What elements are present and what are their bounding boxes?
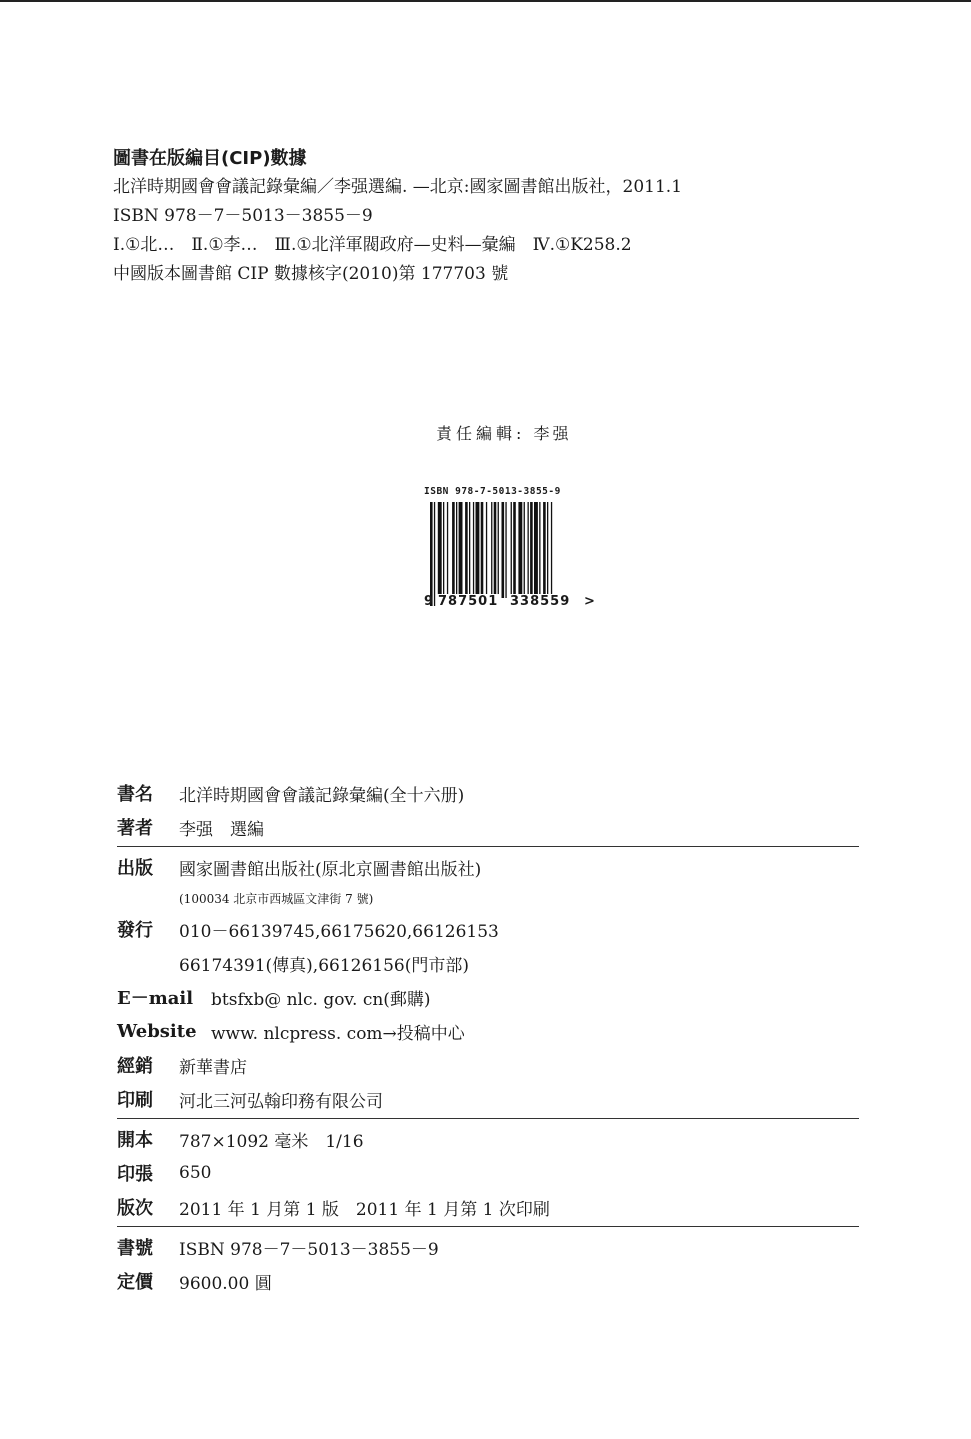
printer-value: 河北三河弘翰印務有限公司 (179, 1091, 383, 1112)
seller-label: 經銷 (117, 1056, 153, 1077)
info-row-sheets (117, 1156, 859, 1190)
info-row-address (117, 884, 859, 912)
barcode-bar (447, 502, 448, 598)
info-row-email (117, 980, 859, 1014)
isbn-value: ISBN 978－7－5013－3855－9 (179, 1239, 439, 1260)
info-row-price (117, 1264, 859, 1298)
page-top-border (0, 0, 971, 2)
barcode-bar (551, 502, 552, 606)
barcode-isbn-text: ISBN 978-7-5013-3855-9 (424, 486, 561, 497)
publisher-label: 出版 (117, 858, 153, 879)
distribution-phone-1: 010－66139745,66175620,66126153 (179, 921, 499, 942)
editor-name: 李强 (533, 424, 572, 443)
cip-line-bibliographic: 北洋時期國會會議記錄彙編／李强選編. —北京:國家圖書館出版社，2011.1 (113, 177, 683, 197)
barcode-bar (524, 502, 525, 598)
distribution-phone-2: 66174391(傳真),66126156(門市部) (179, 955, 469, 976)
info-row-author (117, 810, 859, 844)
info-row-title (117, 776, 859, 810)
barcode-bar (438, 502, 442, 598)
price-value: 9600.00 圓 (179, 1273, 272, 1294)
publisher-value: 國家圖書館出版社(原北京圖書館出版社) (179, 859, 482, 880)
info-row-publisher (117, 850, 859, 884)
editor-label: 責任編輯: (436, 424, 526, 443)
printer-label: 印刷 (117, 1090, 153, 1111)
responsible-editor (436, 421, 572, 444)
cip-block (113, 145, 873, 289)
barcode-bar (481, 502, 484, 598)
website-value[interactable]: www. nlcpress. com→投稿中心 (211, 1023, 465, 1044)
barcode-bar (434, 502, 435, 606)
barcode-bar (505, 502, 506, 598)
format-value: 787×1092 毫米 1/16 (179, 1131, 364, 1152)
barcode-digit-first: 9 (424, 594, 434, 609)
barcode-bar (513, 502, 516, 598)
edition-label: 版次 (117, 1198, 153, 1219)
info-row-format (117, 1122, 859, 1156)
cip-line-classification: Ⅰ.①北… Ⅱ.①李… Ⅲ.①北洋軍閥政府—史料—彙編 Ⅳ.①K258.2 (113, 235, 632, 255)
seller-value: 新華書店 (179, 1057, 247, 1078)
barcode-bar (443, 502, 444, 598)
format-label: 開本 (117, 1130, 153, 1151)
barcode-bar (498, 502, 499, 598)
barcode-bar (486, 502, 487, 598)
publisher-address: (100034 北京市西城區文津街 7 號) (179, 891, 374, 906)
barcode-arrow: > (584, 594, 595, 609)
email-value[interactable]: btsfxb@ nlc. gov. cn(郵購) (211, 989, 431, 1010)
barcode-bar (547, 502, 548, 606)
barcode-digits-left: 787501 (438, 594, 499, 609)
email-label: E－mail (117, 988, 194, 1009)
website-label: Website (117, 1020, 197, 1042)
title-label: 書名 (117, 784, 153, 805)
distribution-label: 發行 (117, 920, 153, 941)
barcode-bar (476, 502, 480, 598)
divider (117, 1226, 859, 1227)
sheets-value: 650 (179, 1163, 212, 1183)
info-row-website (117, 1014, 859, 1048)
barcode-bar (543, 502, 546, 598)
author-value: 李强 選編 (179, 819, 264, 840)
edition-value: 2011 年 1 月第 1 版 2011 年 1 月第 1 次印刷 (179, 1199, 550, 1220)
cip-line-isbn: ISBN 978－7－5013－3855－9 (113, 206, 373, 226)
barcode-digits-right: 338559 (510, 594, 571, 609)
info-row-printer (117, 1082, 859, 1116)
publication-info (117, 776, 859, 1298)
info-row-distribution-2 (117, 946, 859, 980)
barcode-bar (502, 502, 505, 598)
divider (117, 846, 859, 847)
barcode-bar (494, 502, 497, 606)
barcode-bar (465, 502, 468, 598)
barcode-bars (430, 502, 580, 606)
barcode-bar (469, 502, 470, 598)
info-row-distribution (117, 912, 859, 946)
info-row-isbn (117, 1230, 859, 1264)
barcode-bar (456, 502, 457, 598)
isbn-label: 書號 (117, 1238, 153, 1259)
cip-line-cip-number: 中國版本圖書館 CIP 數據核字(2010)第 177703 號 (113, 264, 509, 284)
barcode-bar (491, 502, 492, 606)
barcode-bar (452, 502, 455, 598)
isbn-barcode (424, 486, 604, 626)
barcode-bar (511, 502, 512, 598)
barcode-bar (534, 502, 538, 598)
barcode-bar (528, 502, 529, 598)
divider (117, 1118, 859, 1119)
title-value: 北洋時期國會會議記錄彙編(全十六册) (179, 785, 465, 806)
barcode-bar (473, 502, 474, 598)
price-label: 定價 (117, 1272, 153, 1293)
barcode-bar (430, 502, 433, 606)
info-row-edition (117, 1190, 859, 1224)
barcode-bar (518, 502, 522, 598)
info-row-seller (117, 1048, 859, 1082)
barcode-bar (539, 502, 540, 598)
barcode-bar (459, 502, 463, 598)
author-label: 著者 (117, 818, 153, 839)
sheets-label: 印張 (117, 1164, 153, 1185)
barcode-bar (530, 502, 533, 598)
cip-title: 圖書在版編目(CIP)數據 (113, 148, 307, 169)
